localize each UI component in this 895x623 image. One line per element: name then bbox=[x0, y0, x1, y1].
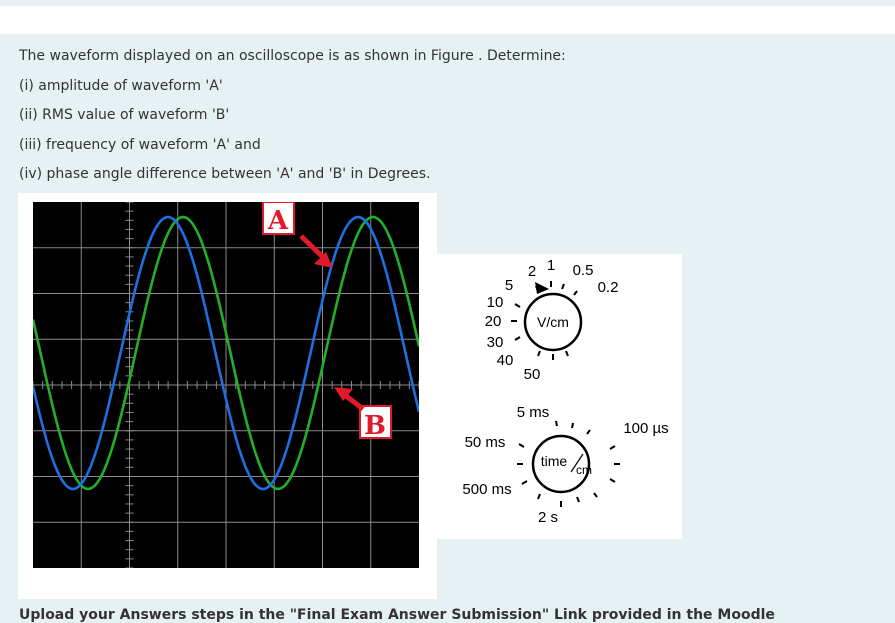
time-scale-500ms: 500 ms bbox=[462, 481, 512, 498]
oscilloscope-figure bbox=[18, 193, 437, 599]
question-item-3: (iii) frequency of waveform 'A' and bbox=[19, 137, 261, 153]
question-item-1: (i) amplitude of waveform 'A' bbox=[19, 78, 223, 94]
header-bar bbox=[0, 6, 895, 34]
time-per-cm-knob bbox=[462, 404, 668, 526]
time-dial-sublabel: cm bbox=[576, 463, 592, 477]
time-scale-5ms: 5 ms bbox=[516, 404, 550, 421]
oscilloscope-screen bbox=[33, 202, 419, 568]
volts-scale-20: 20 bbox=[484, 313, 502, 330]
volts-dial-label: V/cm bbox=[537, 314, 569, 330]
question-item-2: (ii) RMS value of waveform 'B' bbox=[19, 107, 230, 123]
volts-scale-0-2: 0.2 bbox=[597, 279, 619, 296]
volts-scale-5: 5 bbox=[504, 277, 514, 294]
volts-scale-0-5: 0.5 bbox=[572, 262, 594, 279]
scope-grid bbox=[33, 202, 419, 568]
time-scale-50ms: 50 ms bbox=[464, 434, 506, 451]
upload-instruction: Upload your Answers steps in the "Final Exam Answer Submission" Link provided in the Moodle bbox=[19, 607, 775, 623]
arrow-b bbox=[334, 387, 363, 409]
label-b: B bbox=[364, 411, 386, 441]
oscilloscope-plot bbox=[33, 202, 419, 568]
volts-scale-2: 2 bbox=[527, 263, 537, 280]
control-knobs bbox=[437, 254, 682, 539]
label-a-marker bbox=[263, 202, 294, 236]
volts-scale-40: 40 bbox=[496, 352, 514, 369]
label-b-marker bbox=[360, 406, 391, 441]
time-dial-label: time bbox=[540, 453, 568, 469]
volts-scale-1: 1 bbox=[546, 257, 556, 274]
label-a: A bbox=[267, 206, 289, 236]
time-scale-100us: 100 µs bbox=[623, 420, 669, 437]
volts-scale-10: 10 bbox=[486, 294, 504, 311]
volts-per-cm-knob bbox=[485, 257, 619, 383]
question-intro: The waveform displayed on an oscilloscope is as shown in Figure . Determine: bbox=[19, 48, 566, 64]
question-item-4: (iv) phase angle difference between 'A' and 'B' in Degrees. bbox=[19, 166, 431, 182]
volts-scale-50: 50 bbox=[523, 366, 541, 383]
control-knobs-figure bbox=[437, 254, 682, 539]
volts-scale-30: 30 bbox=[486, 334, 504, 351]
arrow-a bbox=[301, 236, 333, 268]
time-scale-2s: 2 s bbox=[537, 509, 559, 526]
